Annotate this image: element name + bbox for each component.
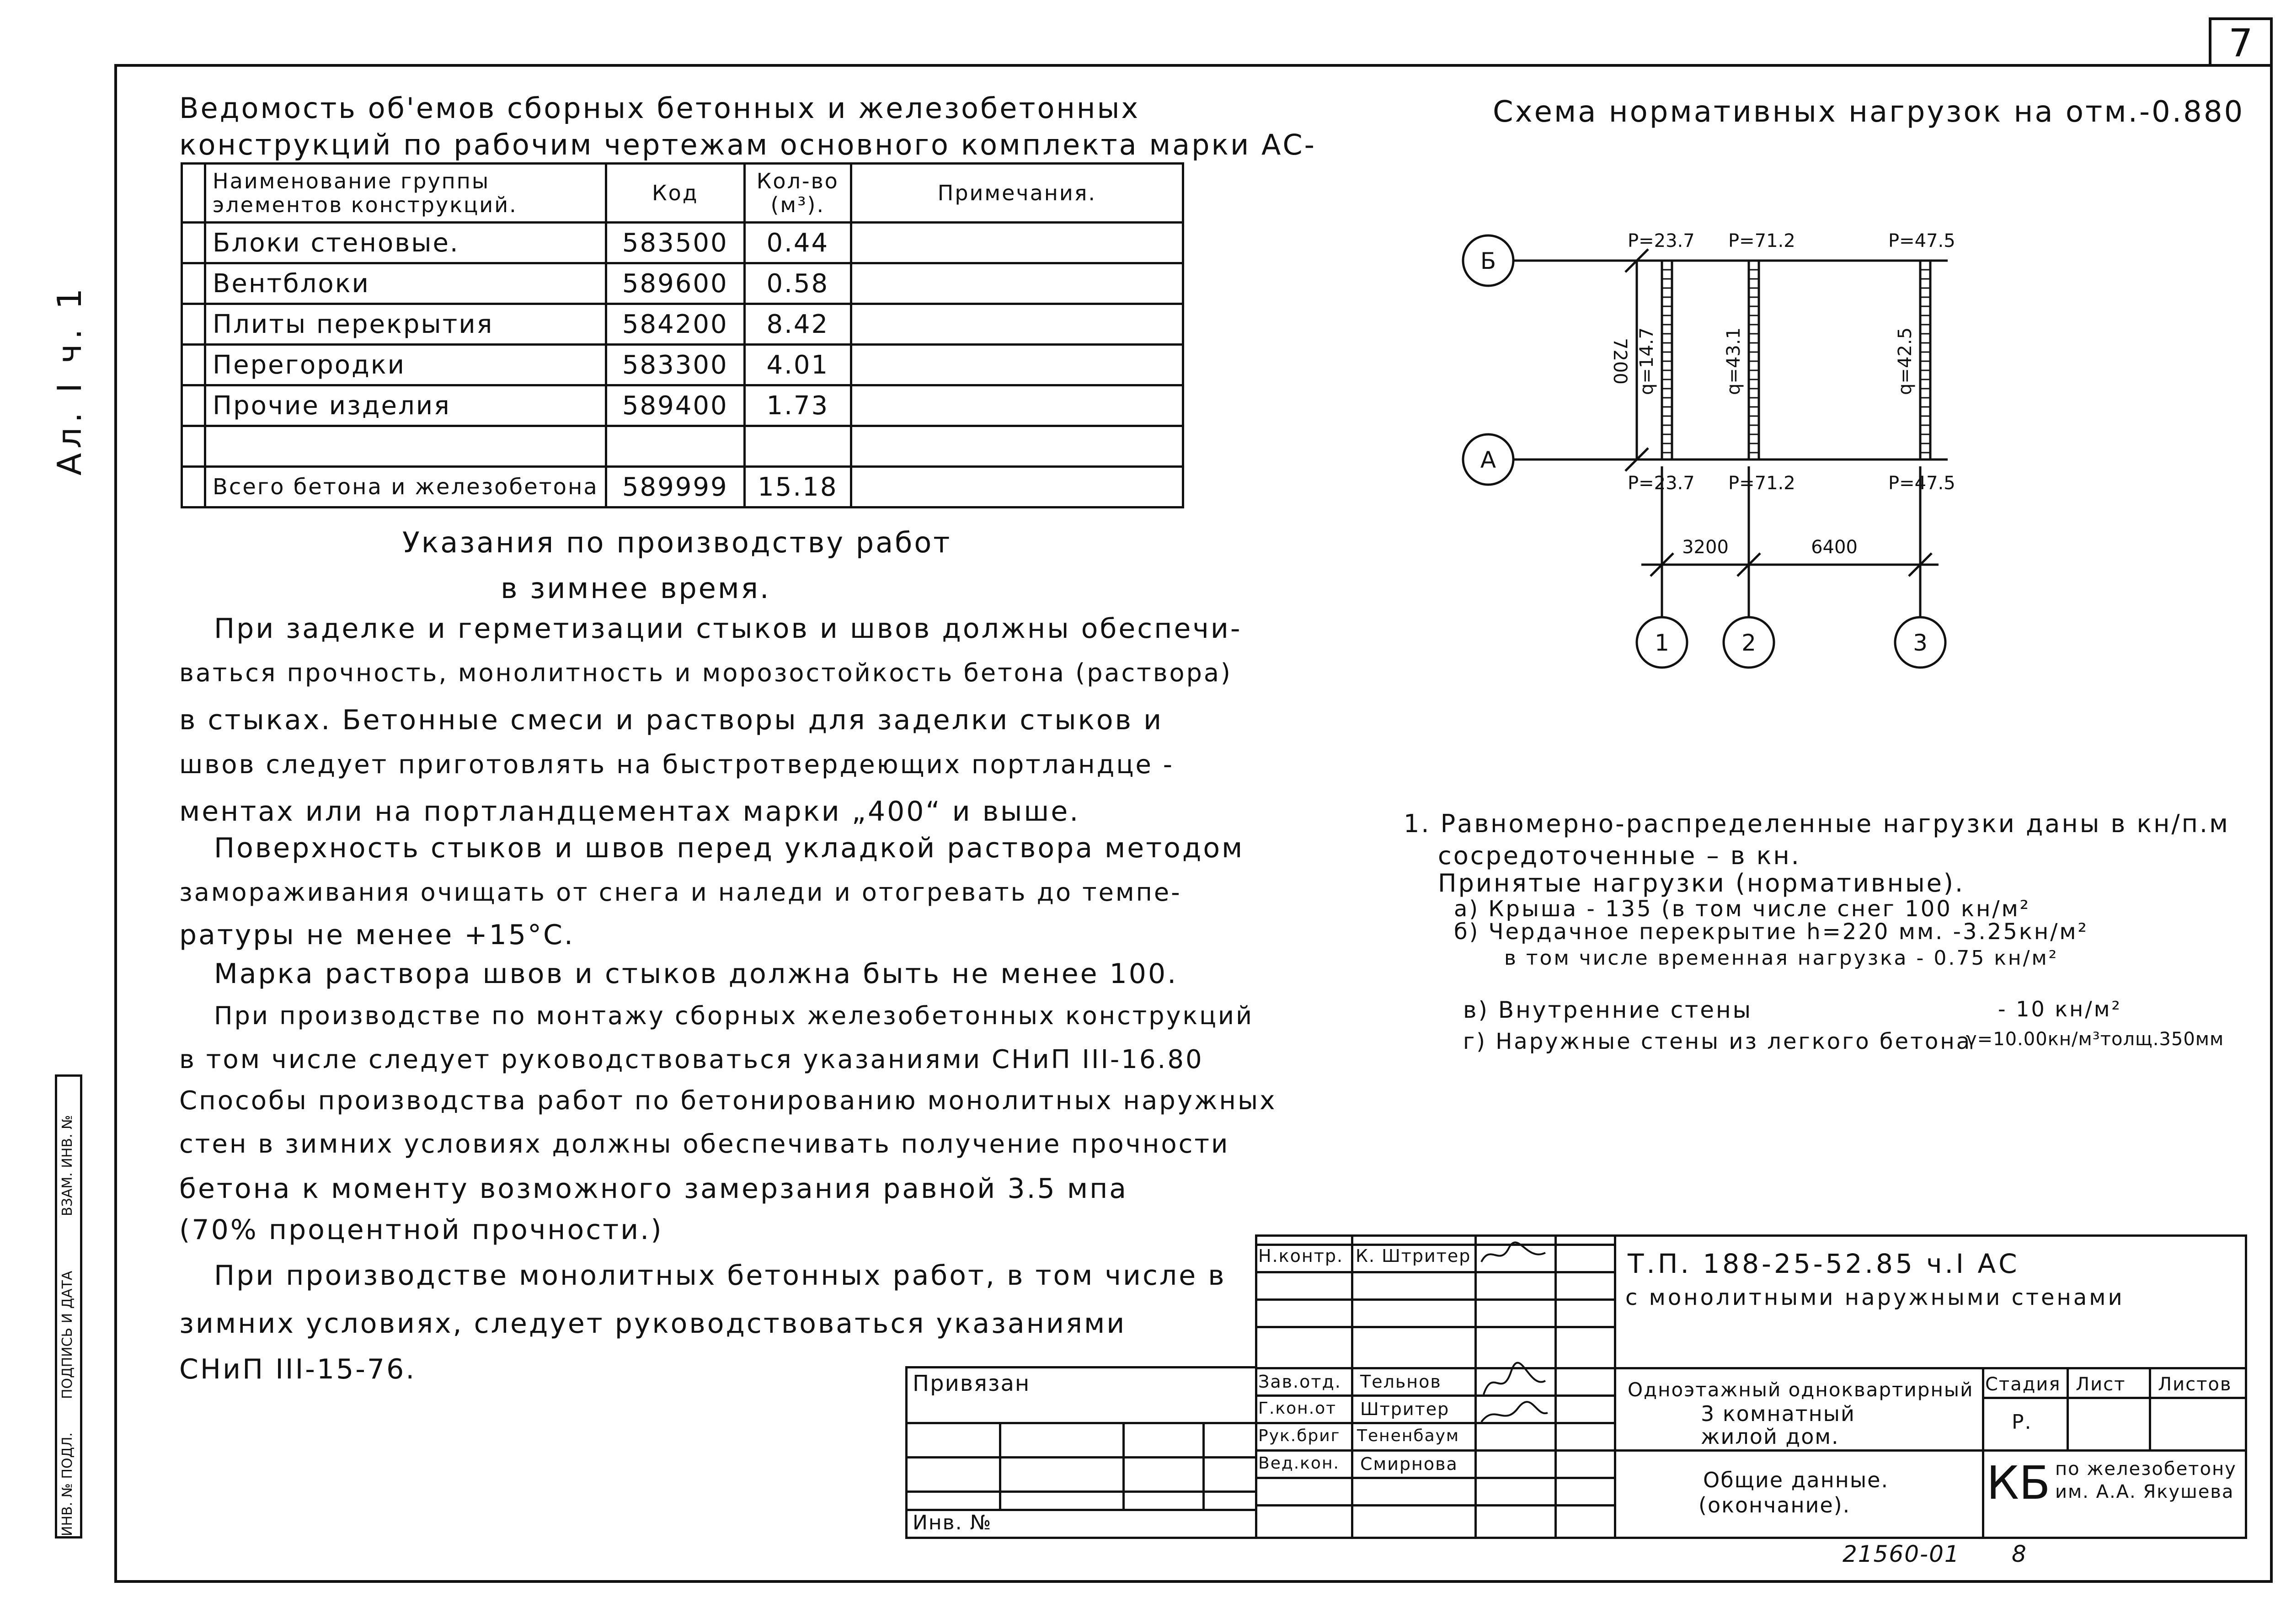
winter-line: ментах или на портландцементах марки „400“ и выше. — [179, 796, 1080, 828]
winter-line: замораживания очищать от снега и наледи и отогревать до темпе- — [179, 878, 1182, 907]
load-scheme — [1440, 201, 2016, 695]
org-name-1: по железобетону — [2055, 1458, 2237, 1480]
note-line: в том числе временная нагрузка - 0.75 кн/м² — [1504, 946, 2059, 970]
doc-sub: с монолитными наружными стенами — [1625, 1285, 2125, 1310]
load-bottom-2: P=71.2 — [1728, 473, 1795, 494]
table-row — [182, 304, 1183, 345]
row-name: Перегородки — [205, 345, 606, 385]
archive-sheet: 8 — [2012, 1541, 2027, 1567]
axis-label-1: 1 — [1655, 630, 1669, 656]
role-zav-otd: Зав.отд. — [1258, 1372, 1341, 1392]
wall-1 — [1662, 261, 1672, 459]
inv-no-label: Инв. № — [913, 1511, 992, 1534]
row-name: Прочие изделия — [205, 385, 606, 426]
name-g-kon: Штритер — [1360, 1399, 1450, 1419]
signature-mark — [1481, 1242, 1545, 1262]
winter-line: зимних условиях, следует руководствоваться указаниями — [179, 1308, 1127, 1340]
side-stamp-replace: ВЗАМ. ИНВ. № — [59, 1115, 75, 1216]
volumes-title-2: конструкций по рабочим чертежам основного комплекта марки АС- — [179, 128, 1317, 161]
row-name: Блоки стеновые. — [205, 223, 606, 263]
dim-vertical: 7200 — [1609, 338, 1630, 385]
load-top-2: P=71.2 — [1728, 230, 1795, 251]
note-line: 1. Равномерно-распределенные нагрузки даны в кн/п.м — [1404, 809, 2230, 838]
distributed-1: q=14.7 — [1636, 327, 1657, 395]
distributed-2: q=43.1 — [1723, 327, 1744, 395]
header-code: Код — [606, 164, 744, 223]
winter-line: (70% процентной прочности.) — [179, 1214, 663, 1246]
winter-line: бетона к моменту возможного замерзания равной 3.5 мпа — [179, 1173, 1128, 1205]
row-code: 589999 — [606, 467, 744, 508]
axis-label-2: 2 — [1741, 630, 1756, 656]
signatures — [1477, 1234, 1554, 1426]
side-stamp-sign: ПОДПИСЬ И ДАТА — [59, 1271, 75, 1399]
winter-line: Марка раствора швов и стыков должна быть не менее 100. — [214, 958, 1178, 990]
name-ved-kon: Смирнова — [1360, 1454, 1458, 1474]
row-qty — [744, 426, 851, 467]
header-name: Наименование группы элементов конструкций. — [205, 164, 606, 223]
wall-3 — [1920, 261, 1930, 459]
role-g-kon: Г.кон.от — [1258, 1399, 1337, 1418]
row-qty: 1.73 — [744, 385, 851, 426]
winter-line: стен в зимних условиях должны обеспечивать получение прочности — [179, 1129, 1230, 1159]
archive-number: 21560-01 — [1843, 1541, 1960, 1567]
row-name — [205, 426, 606, 467]
winter-line: в стыках. Бетонные смеси и растворы для заделки стыков и — [179, 704, 1164, 736]
scheme-title: Схема нормативных нагрузок на отм.-0.880 — [1493, 95, 2245, 129]
volumes-table — [181, 162, 1184, 508]
table-row — [182, 426, 1183, 467]
load-bottom-3: P=47.5 — [1888, 473, 1955, 494]
signature-mark — [1481, 1402, 1548, 1422]
row-qty: 15.18 — [744, 467, 851, 508]
object-line-1: Одноэтажный одноквартирный — [1628, 1378, 1974, 1401]
dim-span-2: 6400 — [1811, 537, 1858, 558]
table-row — [182, 263, 1183, 304]
axis-label-3: 3 — [1913, 630, 1928, 656]
row-name: Плиты перекрытия — [205, 304, 606, 345]
col-sheets: Листов — [2158, 1374, 2232, 1395]
winter-line: швов следует приготовлять на быстротвердеющих портландце - — [179, 750, 1174, 780]
sheet-title-1: Общие данные. — [1703, 1468, 1889, 1492]
wall-2 — [1749, 261, 1759, 459]
row-code: 589600 — [606, 263, 744, 304]
dim-span-1: 3200 — [1682, 537, 1729, 558]
winter-line: в том числе следует руководствоваться указаниями СНиП III-16.80 — [179, 1045, 1204, 1074]
load-bottom-1: P=23.7 — [1628, 473, 1695, 494]
row-code: 583500 — [606, 223, 744, 263]
axis-label-b: Б — [1480, 248, 1496, 274]
table-row — [182, 345, 1183, 385]
role-ruk-brig: Рук.бриг — [1258, 1426, 1341, 1445]
table-header-row — [182, 164, 1183, 223]
row-code: 584200 — [606, 304, 744, 345]
row-code: 583300 — [606, 345, 744, 385]
volumes-title-1: Ведомость об'емов сборных бетонных и железобетонных — [179, 91, 1140, 125]
load-top-1: P=23.7 — [1628, 230, 1695, 251]
row-qty: 4.01 — [744, 345, 851, 385]
note-line: в) Внутренние стены — [1463, 997, 1753, 1023]
load-top-3: P=47.5 — [1888, 230, 1955, 251]
header-qty: Кол-во (м³). — [744, 164, 851, 223]
object-line-3: жилой дом. — [1701, 1424, 1839, 1449]
object-line-2: 3 комнатный — [1701, 1401, 1855, 1426]
winter-line: При заделке и герметизации стыков и швов должны обеспечи- — [214, 613, 1242, 645]
winter-line: СНиП III-15-76. — [179, 1353, 417, 1385]
org-name-2: им. А.А. Якушева — [2055, 1481, 2234, 1502]
row-code: 589400 — [606, 385, 744, 426]
side-mark: Ал. I ч. 1 — [50, 283, 89, 475]
winter-line: ратуры не менее +15°С. — [179, 919, 575, 951]
row-code — [606, 426, 744, 467]
sheet-title-2: (окончание). — [1698, 1493, 1851, 1517]
axis-label-a: А — [1480, 447, 1496, 473]
winter-title-1: Указания по производству работ — [402, 526, 952, 559]
doc-code: Т.П. 188-25-52.85 ч.I АС — [1628, 1248, 2020, 1279]
col-sheet: Лист — [2076, 1374, 2126, 1395]
note-line: а) Крыша - 135 (в том числе снег 100 кн/м² — [1454, 896, 2031, 922]
row-qty: 0.44 — [744, 223, 851, 263]
note-line: - 10 кн/м² — [1998, 997, 2122, 1021]
role-n-kontr: Н.контр. — [1258, 1246, 1344, 1266]
row-qty: 8.42 — [744, 304, 851, 345]
name-zav-otd: Тельнов — [1360, 1372, 1442, 1392]
winter-line: Способы производства работ по бетонированию монолитных наружных — [179, 1086, 1277, 1116]
name-ruk-brig: Тененбаум — [1357, 1426, 1460, 1445]
note-line: г) Наружные стены из легкого бетона — [1463, 1029, 1972, 1054]
signature-mark — [1484, 1363, 1545, 1394]
note-line: γ=10.00кн/м³толщ.350мм — [1966, 1029, 2224, 1050]
note-line: Принятые нагрузки (нормативные). — [1438, 869, 1965, 897]
winter-line: Поверхность стыков и швов перед укладкой раствора методом — [214, 832, 1244, 864]
org-code: КБ — [1987, 1456, 2051, 1510]
privyazan-label: Привязан — [913, 1371, 1031, 1396]
table-row — [182, 385, 1183, 426]
row-name: Вентблоки — [205, 263, 606, 304]
stage-value: Р. — [2012, 1410, 2032, 1434]
row-qty: 0.58 — [744, 263, 851, 304]
row-name: Всего бетона и железобетона — [205, 467, 606, 508]
sheet-number: 7 — [2209, 17, 2273, 67]
name-n-kontr: К. Штритер — [1356, 1246, 1471, 1266]
table-row — [182, 223, 1183, 263]
note-line: сосредоточенные – в кн. — [1438, 841, 1801, 870]
header-notes: Примечания. — [851, 164, 1183, 223]
side-stamp-inv: ИНВ. № ПОДЛ. — [59, 1432, 75, 1536]
distributed-3: q=42.5 — [1895, 327, 1916, 395]
note-line: б) Чердачное перекрытие h=220 мм. -3.25кн/м² — [1454, 919, 2088, 945]
winter-line: При производстве по монтажу сборных железобетонных конструкций — [214, 1001, 1254, 1030]
col-stage: Стадия — [1985, 1374, 2061, 1395]
role-ved-kon: Вед.кон. — [1258, 1454, 1340, 1473]
winter-line: При производстве монолитных бетонных работ, в том числе в — [214, 1260, 1226, 1292]
winter-line: ваться прочность, монолитность и морозостойкость бетона (раствора) — [179, 658, 1233, 687]
table-total-row — [182, 467, 1183, 508]
winter-title-2: в зимнее время. — [501, 572, 771, 605]
